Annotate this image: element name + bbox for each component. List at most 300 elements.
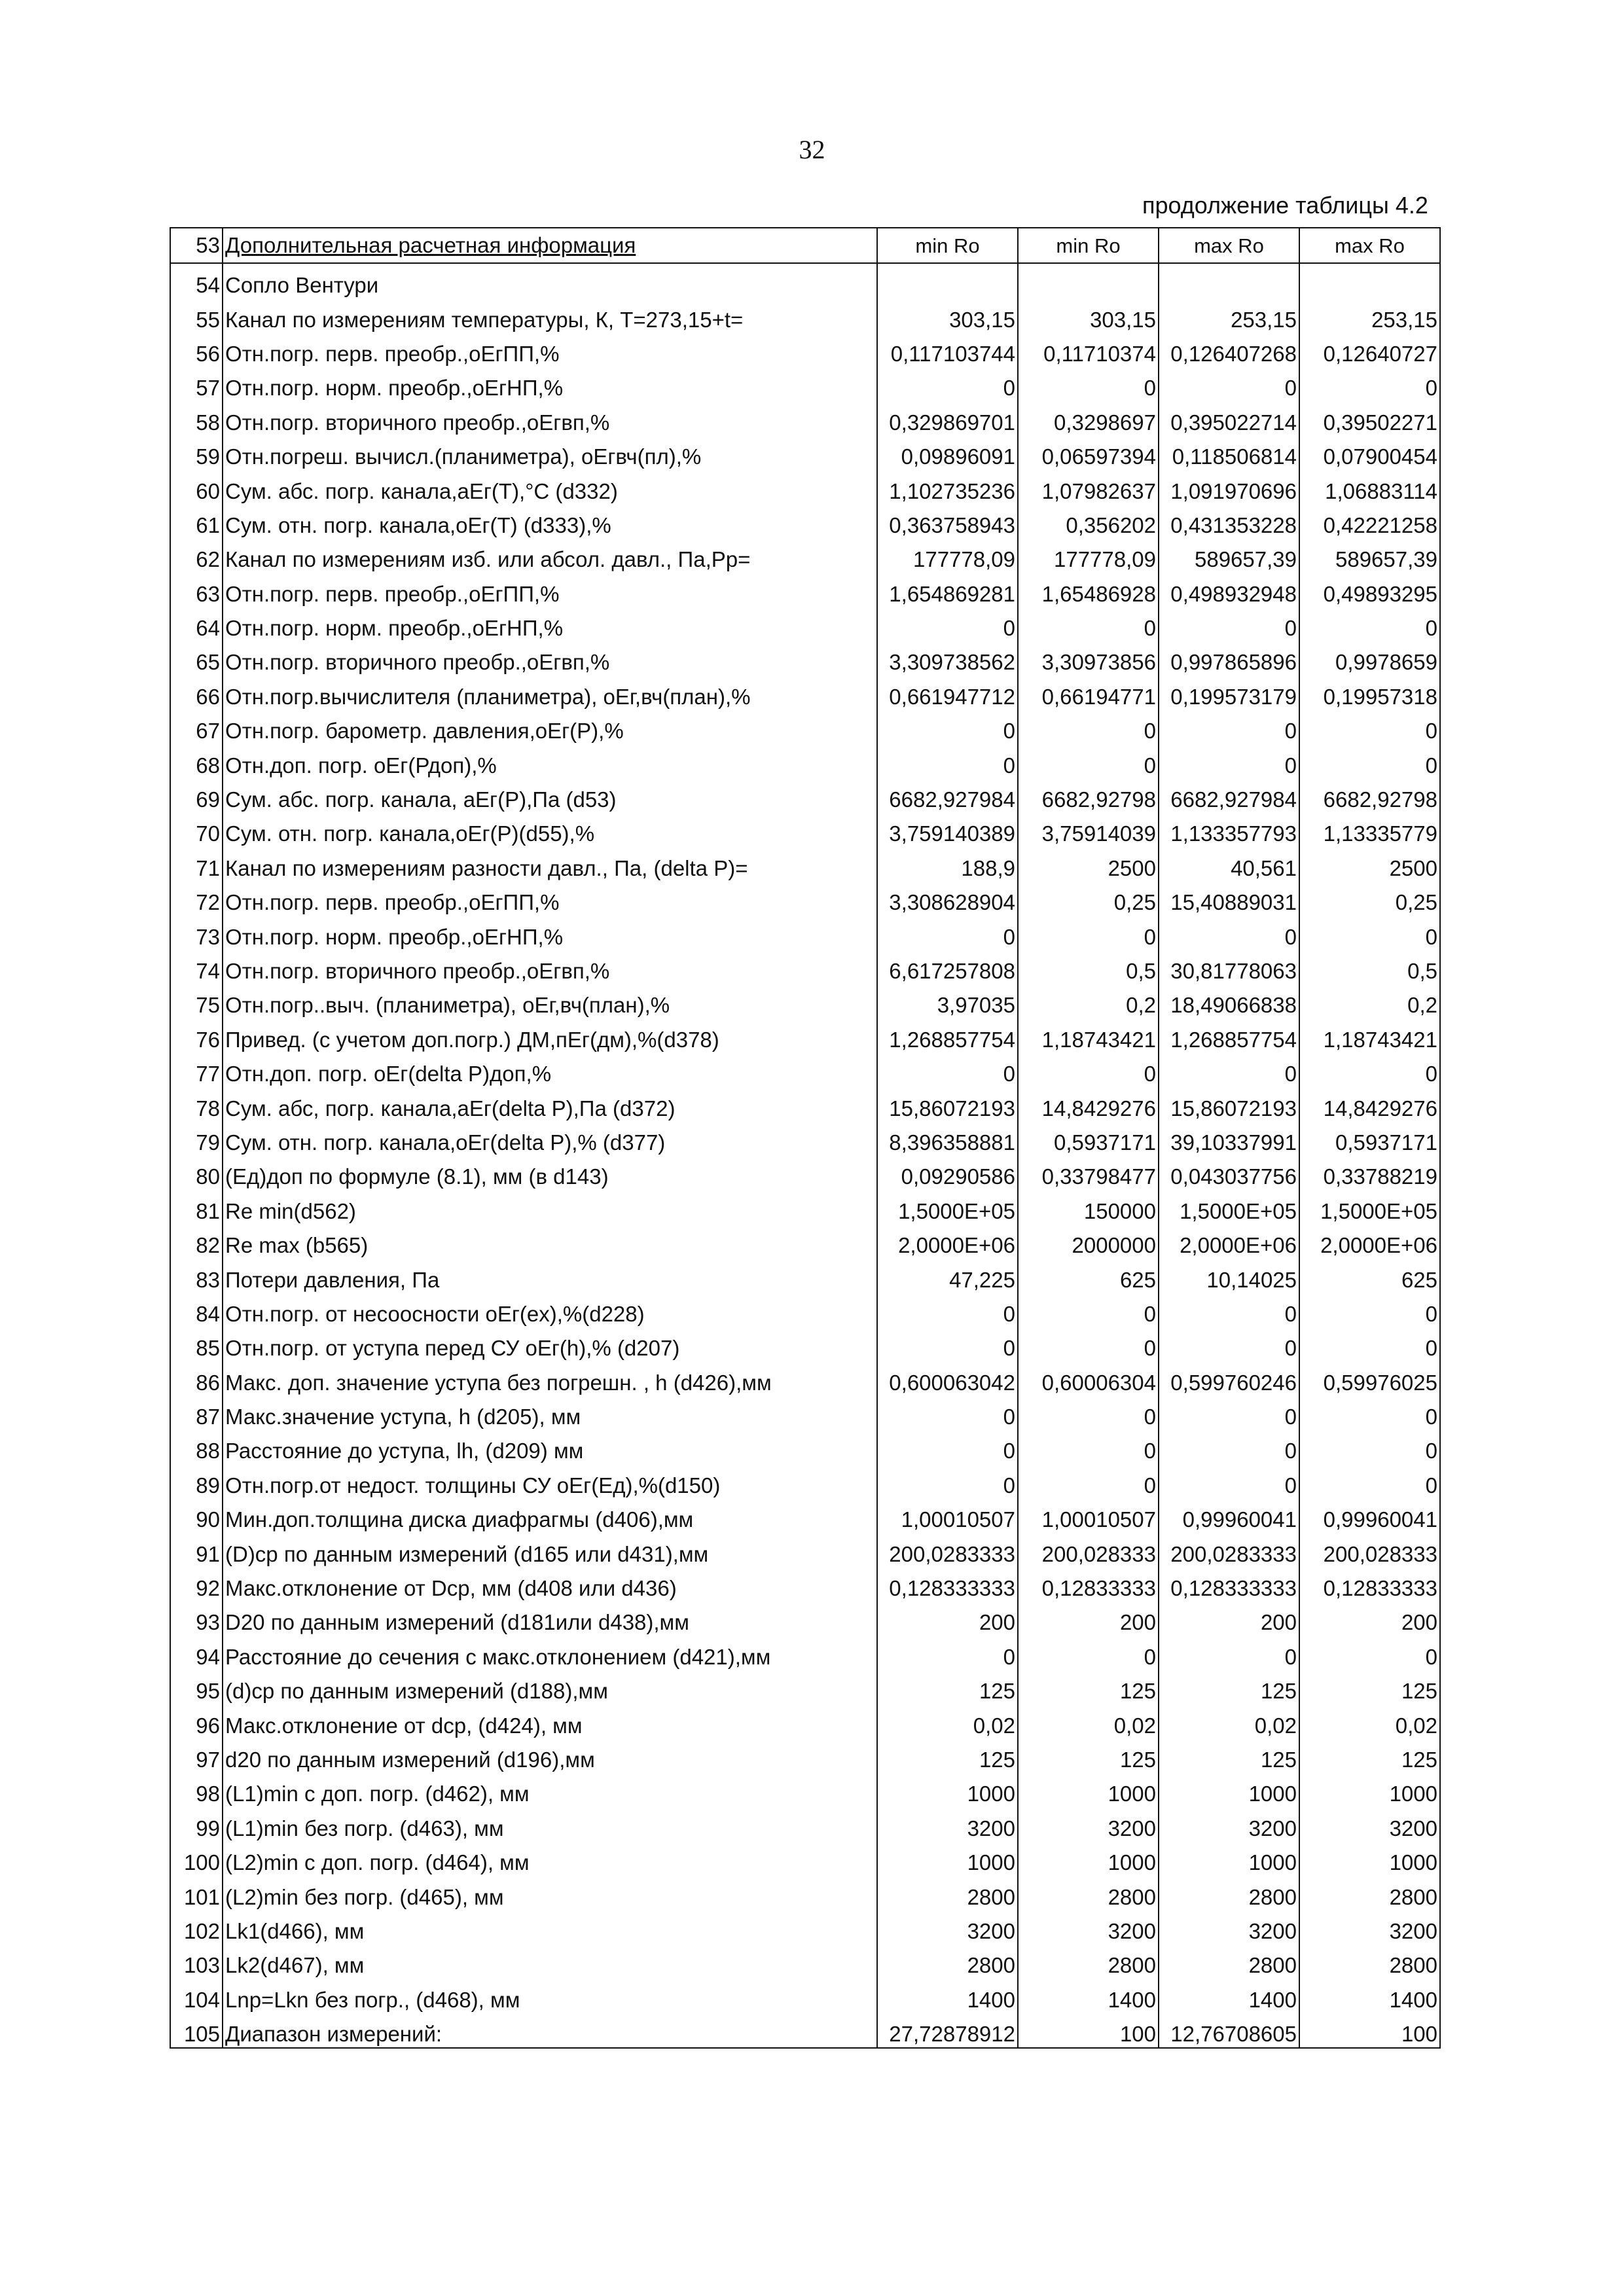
row-number: 73 — [170, 916, 223, 950]
value-cell: 0 — [1159, 1052, 1299, 1086]
value-cell: 0 — [877, 1293, 1018, 1327]
row-number: 70 — [170, 813, 223, 847]
value-cell: 253,15 — [1159, 298, 1299, 332]
value-cell: 200 — [1159, 1602, 1299, 1636]
table-row — [170, 1430, 1440, 1464]
value-cell: 3,759140389 — [877, 813, 1018, 847]
value-cell: 0,599760246 — [1159, 1361, 1299, 1395]
value-cell: 100 — [1299, 2013, 1440, 2047]
value-cell: 125 — [877, 1738, 1018, 1772]
value-cell — [1159, 263, 1299, 298]
table-row — [170, 1052, 1440, 1086]
value-cell: 0 — [1159, 1293, 1299, 1327]
value-cell: 0,3298697 — [1018, 401, 1159, 435]
row-description: Расстояние до сечения с макс.отклонением (d421),мм — [223, 1636, 877, 1670]
value-cell: 0,997865896 — [1159, 641, 1299, 675]
row-description: (L1)min без погр. (d463), мм — [223, 1807, 877, 1841]
value-cell: 0,5937171 — [1299, 1121, 1440, 1155]
table-row — [170, 504, 1440, 538]
value-cell: 125 — [1159, 1738, 1299, 1772]
value-cell: 0,02 — [1299, 1704, 1440, 1738]
table-row — [170, 778, 1440, 812]
value-cell: 1,133357793 — [1159, 813, 1299, 847]
value-cell: 0,5 — [1299, 950, 1440, 984]
value-cell: 0 — [1299, 1430, 1440, 1464]
value-cell: 1,654869281 — [877, 573, 1018, 607]
value-cell: 1400 — [877, 1979, 1018, 2013]
row-number: 85 — [170, 1327, 223, 1361]
value-cell: 3200 — [1018, 1910, 1159, 1944]
value-cell: 0,09896091 — [877, 435, 1018, 469]
value-cell: 10,14025 — [1159, 1259, 1299, 1293]
value-cell: 200,0283333 — [877, 1533, 1018, 1567]
value-cell: 6682,92798 — [1299, 778, 1440, 812]
table-header-row — [170, 228, 1440, 263]
value-cell: 125 — [1299, 1670, 1440, 1704]
value-cell: 15,86072193 — [877, 1087, 1018, 1121]
value-cell: 589657,39 — [1159, 539, 1299, 573]
row-description: Отн.доп. погр. оЕг(delta Р)доп,% — [223, 1052, 877, 1086]
value-cell: 0 — [1159, 916, 1299, 950]
value-cell: 125 — [1018, 1670, 1159, 1704]
value-cell: 0 — [1299, 1464, 1440, 1498]
table-row — [170, 1224, 1440, 1258]
value-cell: 3200 — [877, 1807, 1018, 1841]
value-cell: 0 — [1159, 607, 1299, 641]
value-cell: 2500 — [1018, 847, 1159, 881]
row-description: Отн.погр.вычислителя (планиметра), оЕг,вч(план),% — [223, 675, 877, 709]
value-cell: 0,9978659 — [1299, 641, 1440, 675]
row-description: Канал по измерениям разности давл., Па, (delta P)= — [223, 847, 877, 881]
value-cell: 1,00010507 — [1018, 1498, 1159, 1532]
value-cell: 0 — [877, 709, 1018, 744]
value-cell: 0,661947712 — [877, 675, 1018, 709]
value-cell: 0,06597394 — [1018, 435, 1159, 469]
value-cell: 1,268857754 — [1159, 1018, 1299, 1052]
value-cell: 0,49893295 — [1299, 573, 1440, 607]
table-body — [170, 228, 1440, 2048]
row-number: 60 — [170, 470, 223, 504]
value-cell: 0 — [877, 1052, 1018, 1086]
value-cell: 1,5000E+05 — [1299, 1190, 1440, 1224]
row-number: 100 — [170, 1841, 223, 1875]
row-description: Привед. (с учетом доп.погр.) ДМ,пЕг(дм),%(d378) — [223, 1018, 877, 1052]
value-cell: 125 — [877, 1670, 1018, 1704]
value-cell: 0,60006304 — [1018, 1361, 1159, 1395]
row-description: Отн.доп. погр. оЕг(Рдоп),% — [223, 744, 877, 778]
row-description: D20 по данным измерений (d181или d438),мм — [223, 1602, 877, 1636]
value-cell: 0,431353228 — [1159, 504, 1299, 538]
row-description: Канал по измерениям температуры, К, Т=273,15+t= — [223, 298, 877, 332]
table-row — [170, 1738, 1440, 1772]
row-description: Отн.погр. от несоосности оЕг(ex),%(d228) — [223, 1293, 877, 1327]
value-cell: 0,02 — [1159, 1704, 1299, 1738]
row-number: 103 — [170, 1945, 223, 1979]
value-cell: 40,561 — [1159, 847, 1299, 881]
column-header: max Ro — [1159, 228, 1299, 263]
value-cell: 0 — [1159, 1327, 1299, 1361]
calculation-table — [170, 227, 1441, 2049]
value-cell: 1,65486928 — [1018, 573, 1159, 607]
value-cell: 1000 — [1159, 1773, 1299, 1807]
row-description: Расстояние до уступа, lh, (d209) мм — [223, 1430, 877, 1464]
value-cell: 0 — [1018, 916, 1159, 950]
value-cell: 0,25 — [1299, 881, 1440, 915]
row-number: 82 — [170, 1224, 223, 1258]
table-row — [170, 539, 1440, 573]
value-cell: 2800 — [1018, 1876, 1159, 1910]
value-cell: 200,028333 — [1299, 1533, 1440, 1567]
table-row — [170, 984, 1440, 1018]
row-number: 80 — [170, 1156, 223, 1190]
value-cell: 0 — [1018, 607, 1159, 641]
row-number: 96 — [170, 1704, 223, 1738]
table-row — [170, 1190, 1440, 1224]
value-cell: 0,498932948 — [1159, 573, 1299, 607]
value-cell: 3200 — [1159, 1910, 1299, 1944]
value-cell: 200 — [1018, 1602, 1159, 1636]
value-cell: 0 — [1018, 709, 1159, 744]
value-cell: 2800 — [1299, 1876, 1440, 1910]
row-description: Re min(d562) — [223, 1190, 877, 1224]
value-cell: 2,0000E+06 — [1299, 1224, 1440, 1258]
value-cell: 253,15 — [1299, 298, 1440, 332]
row-description: Отн.погр. норм. преобр.,оЕгНП,% — [223, 367, 877, 401]
table-row — [170, 1773, 1440, 1807]
row-number: 101 — [170, 1876, 223, 1910]
table-row — [170, 367, 1440, 401]
page-number: 32 — [799, 135, 825, 164]
value-cell: 100 — [1018, 2013, 1159, 2047]
value-cell: 0,128333333 — [1159, 1567, 1299, 1601]
table-row — [170, 1361, 1440, 1395]
value-cell: 0,356202 — [1018, 504, 1159, 538]
row-description: Lk2(d467), мм — [223, 1945, 877, 1979]
value-cell: 3200 — [1299, 1807, 1440, 1841]
table-row — [170, 1602, 1440, 1636]
table-row — [170, 1636, 1440, 1670]
value-cell: 1,091970696 — [1159, 470, 1299, 504]
table-row — [170, 1293, 1440, 1327]
value-cell: 625 — [1299, 1259, 1440, 1293]
value-cell: 1000 — [1299, 1773, 1440, 1807]
row-number: 63 — [170, 573, 223, 607]
value-cell: 1400 — [1299, 1979, 1440, 2013]
header-row-number: 53 — [170, 228, 223, 263]
value-cell: 125 — [1299, 1738, 1440, 1772]
value-cell: 27,72878912 — [877, 2013, 1018, 2047]
row-description: Макс.отклонение от dcp, (d424), мм — [223, 1704, 877, 1738]
row-number: 93 — [170, 1602, 223, 1636]
value-cell: 2800 — [1159, 1876, 1299, 1910]
value-cell: 2000000 — [1018, 1224, 1159, 1258]
row-description: Отн.погр. перв. преобр.,оЕгПП,% — [223, 332, 877, 367]
row-description: Lnp=Lkn без погр., (d468), мм — [223, 1979, 877, 2013]
value-cell: 1,18743421 — [1299, 1018, 1440, 1052]
value-cell: 0,043037756 — [1159, 1156, 1299, 1190]
row-number: 64 — [170, 607, 223, 641]
value-cell: 303,15 — [877, 298, 1018, 332]
value-cell: 0 — [1299, 1395, 1440, 1429]
value-cell: 0,395022714 — [1159, 401, 1299, 435]
row-number: 88 — [170, 1430, 223, 1464]
value-cell: 0 — [877, 1327, 1018, 1361]
row-description: (L2)min с доп. погр. (d464), мм — [223, 1841, 877, 1875]
row-number: 104 — [170, 1979, 223, 2013]
value-cell: 0,02 — [877, 1704, 1018, 1738]
row-description: Сопло Вентури — [223, 263, 877, 298]
value-cell: 2,0000E+06 — [1159, 1224, 1299, 1258]
row-description: (L1)min с доп. погр. (d462), мм — [223, 1773, 877, 1807]
table-row — [170, 607, 1440, 641]
table-row — [170, 401, 1440, 435]
value-cell: 0,2 — [1018, 984, 1159, 1018]
value-cell: 0 — [877, 916, 1018, 950]
row-description: Макс.значение уступа, h (d205), мм — [223, 1395, 877, 1429]
row-number: 68 — [170, 744, 223, 778]
value-cell: 0 — [1018, 1395, 1159, 1429]
value-cell: 0 — [1159, 367, 1299, 401]
row-number: 55 — [170, 298, 223, 332]
row-description: Отн.погр. барометр. давления,оЕг(Р),% — [223, 709, 877, 744]
header-title: Дополнительная расчетная информация — [223, 228, 877, 263]
row-description: Отн.погреш. вычисл.(планиметра), оЕгвч(пл),% — [223, 435, 877, 469]
row-description: Отн.погр. от уступа перед СУ оЕг(h),% (d207) — [223, 1327, 877, 1361]
row-number: 94 — [170, 1636, 223, 1670]
value-cell: 0 — [1018, 1430, 1159, 1464]
value-cell: 0 — [877, 607, 1018, 641]
value-cell: 2800 — [1018, 1945, 1159, 1979]
value-cell: 0,12833333 — [1018, 1567, 1159, 1601]
value-cell: 6,617257808 — [877, 950, 1018, 984]
value-cell: 1,268857754 — [877, 1018, 1018, 1052]
value-cell: 0 — [877, 1430, 1018, 1464]
value-cell: 14,8429276 — [1299, 1087, 1440, 1121]
row-number: 95 — [170, 1670, 223, 1704]
row-description: Отн.погр. перв. преобр.,оЕгПП,% — [223, 573, 877, 607]
value-cell: 0,42221258 — [1299, 504, 1440, 538]
row-description: Макс. доп. значение уступа без погрешн. , h (d426),мм — [223, 1361, 877, 1395]
table-row — [170, 2013, 1440, 2047]
value-cell: 177778,09 — [877, 539, 1018, 573]
value-cell: 0 — [877, 1636, 1018, 1670]
value-cell: 0 — [1018, 367, 1159, 401]
value-cell: 0,5 — [1018, 950, 1159, 984]
value-cell: 0,12640727 — [1299, 332, 1440, 367]
value-cell: 0 — [1299, 744, 1440, 778]
value-cell: 15,40889031 — [1159, 881, 1299, 915]
value-cell — [877, 263, 1018, 298]
value-cell: 0 — [1018, 1293, 1159, 1327]
row-description: Re max (b565) — [223, 1224, 877, 1258]
value-cell: 1000 — [877, 1773, 1018, 1807]
value-cell: 200,0283333 — [1159, 1533, 1299, 1567]
value-cell: 0 — [1299, 367, 1440, 401]
row-number: 90 — [170, 1498, 223, 1532]
table-row — [170, 1979, 1440, 2013]
row-description: Диапазон измерений: — [223, 2013, 877, 2047]
value-cell: 0 — [1018, 1636, 1159, 1670]
table-row — [170, 470, 1440, 504]
row-number: 86 — [170, 1361, 223, 1395]
table-row — [170, 1670, 1440, 1704]
value-cell: 0 — [877, 1395, 1018, 1429]
value-cell: 1,18743421 — [1018, 1018, 1159, 1052]
table-row — [170, 298, 1440, 332]
value-cell: 3200 — [877, 1910, 1018, 1944]
row-number: 76 — [170, 1018, 223, 1052]
table-row — [170, 709, 1440, 744]
row-number: 84 — [170, 1293, 223, 1327]
row-description: Отн.погр. вторичного преобр.,оЕгвп,% — [223, 641, 877, 675]
value-cell: 6682,927984 — [1159, 778, 1299, 812]
value-cell: 3200 — [1299, 1910, 1440, 1944]
row-description: Отн.погр.от недост. толщины СУ оЕг(Ед),%(d150) — [223, 1464, 877, 1498]
row-number: 69 — [170, 778, 223, 812]
row-number: 65 — [170, 641, 223, 675]
row-description: Отн.погр..выч. (планиметра), оЕг,вч(план),% — [223, 984, 877, 1018]
row-description: Отн.погр. вторичного преобр.,оЕгвп,% — [223, 950, 877, 984]
table-row — [170, 1498, 1440, 1532]
table-row — [170, 744, 1440, 778]
value-cell: 0 — [1299, 1293, 1440, 1327]
row-number: 59 — [170, 435, 223, 469]
value-cell: 1,00010507 — [877, 1498, 1018, 1532]
value-cell: 188,9 — [877, 847, 1018, 881]
value-cell: 0 — [1159, 744, 1299, 778]
table-row — [170, 1464, 1440, 1498]
value-cell: 3,30973856 — [1018, 641, 1159, 675]
table-row — [170, 1567, 1440, 1601]
value-cell: 0,33798477 — [1018, 1156, 1159, 1190]
row-number: 81 — [170, 1190, 223, 1224]
row-description: Отн.погр. норм. преобр.,оЕгНП,% — [223, 916, 877, 950]
row-number: 87 — [170, 1395, 223, 1429]
table-row — [170, 813, 1440, 847]
value-cell: 2800 — [877, 1945, 1018, 1979]
value-cell: 6682,927984 — [877, 778, 1018, 812]
row-number: 102 — [170, 1910, 223, 1944]
table-row — [170, 950, 1440, 984]
value-cell: 0,2 — [1299, 984, 1440, 1018]
value-cell: 47,225 — [877, 1259, 1018, 1293]
value-cell: 0,33788219 — [1299, 1156, 1440, 1190]
row-description: Отн.погр. норм. преобр.,оЕгНП,% — [223, 607, 877, 641]
value-cell: 589657,39 — [1299, 539, 1440, 573]
value-cell — [1018, 263, 1159, 298]
value-cell: 1,07982637 — [1018, 470, 1159, 504]
row-number: 54 — [170, 263, 223, 298]
value-cell: 0,07900454 — [1299, 435, 1440, 469]
value-cell: 0,199573179 — [1159, 675, 1299, 709]
row-description: Потери давления, Па — [223, 1259, 877, 1293]
value-cell: 1000 — [877, 1841, 1018, 1875]
row-number: 105 — [170, 2013, 223, 2047]
value-cell: 0,12833333 — [1299, 1567, 1440, 1601]
value-cell: 0 — [1159, 1636, 1299, 1670]
row-number: 97 — [170, 1738, 223, 1772]
value-cell: 0,118506814 — [1159, 435, 1299, 469]
table-row — [170, 1945, 1440, 1979]
value-cell: 18,49066838 — [1159, 984, 1299, 1018]
table-row — [170, 1876, 1440, 1910]
value-cell: 1000 — [1159, 1841, 1299, 1875]
row-description: (L2)min без погр. (d465), мм — [223, 1876, 877, 1910]
row-description: (Ед)доп по формуле (8.1), мм (в d143) — [223, 1156, 877, 1190]
row-number: 79 — [170, 1121, 223, 1155]
value-cell: 0,363758943 — [877, 504, 1018, 538]
table-row — [170, 1533, 1440, 1567]
row-description: Lk1(d466), мм — [223, 1910, 877, 1944]
row-description: Сум. абс. погр. канала,аЕг(Т),°С (d332) — [223, 470, 877, 504]
value-cell: 0 — [1018, 1327, 1159, 1361]
table-continuation-caption: продолжение таблицы 4.2 — [1142, 192, 1428, 219]
table-row — [170, 1018, 1440, 1052]
value-cell: 0 — [1299, 916, 1440, 950]
row-number: 77 — [170, 1052, 223, 1086]
row-description: Отн.погр. вторичного преобр.,оЕгвп,% — [223, 401, 877, 435]
value-cell: 0,09290586 — [877, 1156, 1018, 1190]
row-description: Сум. абс, погр. канала,аЕг(delta Р),Па (d372) — [223, 1087, 877, 1121]
row-number: 72 — [170, 881, 223, 915]
row-number: 71 — [170, 847, 223, 881]
row-description: (d)cp по данным измерений (d188),мм — [223, 1670, 877, 1704]
value-cell: 1000 — [1018, 1773, 1159, 1807]
table-row — [170, 1841, 1440, 1875]
value-cell: 6682,92798 — [1018, 778, 1159, 812]
value-cell: 39,10337991 — [1159, 1121, 1299, 1155]
table-row — [170, 1910, 1440, 1944]
row-number: 99 — [170, 1807, 223, 1841]
value-cell: 0 — [1018, 744, 1159, 778]
value-cell: 0 — [1159, 709, 1299, 744]
value-cell: 1400 — [1159, 1979, 1299, 2013]
row-description: Сум. абс. погр. канала, аЕг(Р),Па (d53) — [223, 778, 877, 812]
column-header: min Ro — [877, 228, 1018, 263]
value-cell: 1000 — [1299, 1841, 1440, 1875]
value-cell: 0 — [877, 744, 1018, 778]
value-cell: 150000 — [1018, 1190, 1159, 1224]
value-cell: 2800 — [1159, 1945, 1299, 1979]
table-row — [170, 881, 1440, 915]
row-number: 78 — [170, 1087, 223, 1121]
value-cell: 1400 — [1018, 1979, 1159, 2013]
table-row — [170, 1327, 1440, 1361]
value-cell: 125 — [1018, 1738, 1159, 1772]
value-cell: 14,8429276 — [1018, 1087, 1159, 1121]
row-number: 83 — [170, 1259, 223, 1293]
value-cell — [1299, 263, 1440, 298]
value-cell: 0,39502271 — [1299, 401, 1440, 435]
row-number: 67 — [170, 709, 223, 744]
value-cell: 0 — [1159, 1395, 1299, 1429]
value-cell: 1,13335779 — [1299, 813, 1440, 847]
value-cell: 200 — [1299, 1602, 1440, 1636]
row-number: 56 — [170, 332, 223, 367]
value-cell: 0 — [1018, 1464, 1159, 1498]
value-cell: 1,5000E+05 — [877, 1190, 1018, 1224]
value-cell: 177778,09 — [1018, 539, 1159, 573]
value-cell: 2500 — [1299, 847, 1440, 881]
value-cell: 3200 — [1159, 1807, 1299, 1841]
value-cell: 1,06883114 — [1299, 470, 1440, 504]
row-number: 89 — [170, 1464, 223, 1498]
value-cell: 1,5000E+05 — [1159, 1190, 1299, 1224]
value-cell: 0,126407268 — [1159, 332, 1299, 367]
value-cell: 0 — [1299, 1052, 1440, 1086]
value-cell: 3,309738562 — [877, 641, 1018, 675]
column-header: max Ro — [1299, 228, 1440, 263]
